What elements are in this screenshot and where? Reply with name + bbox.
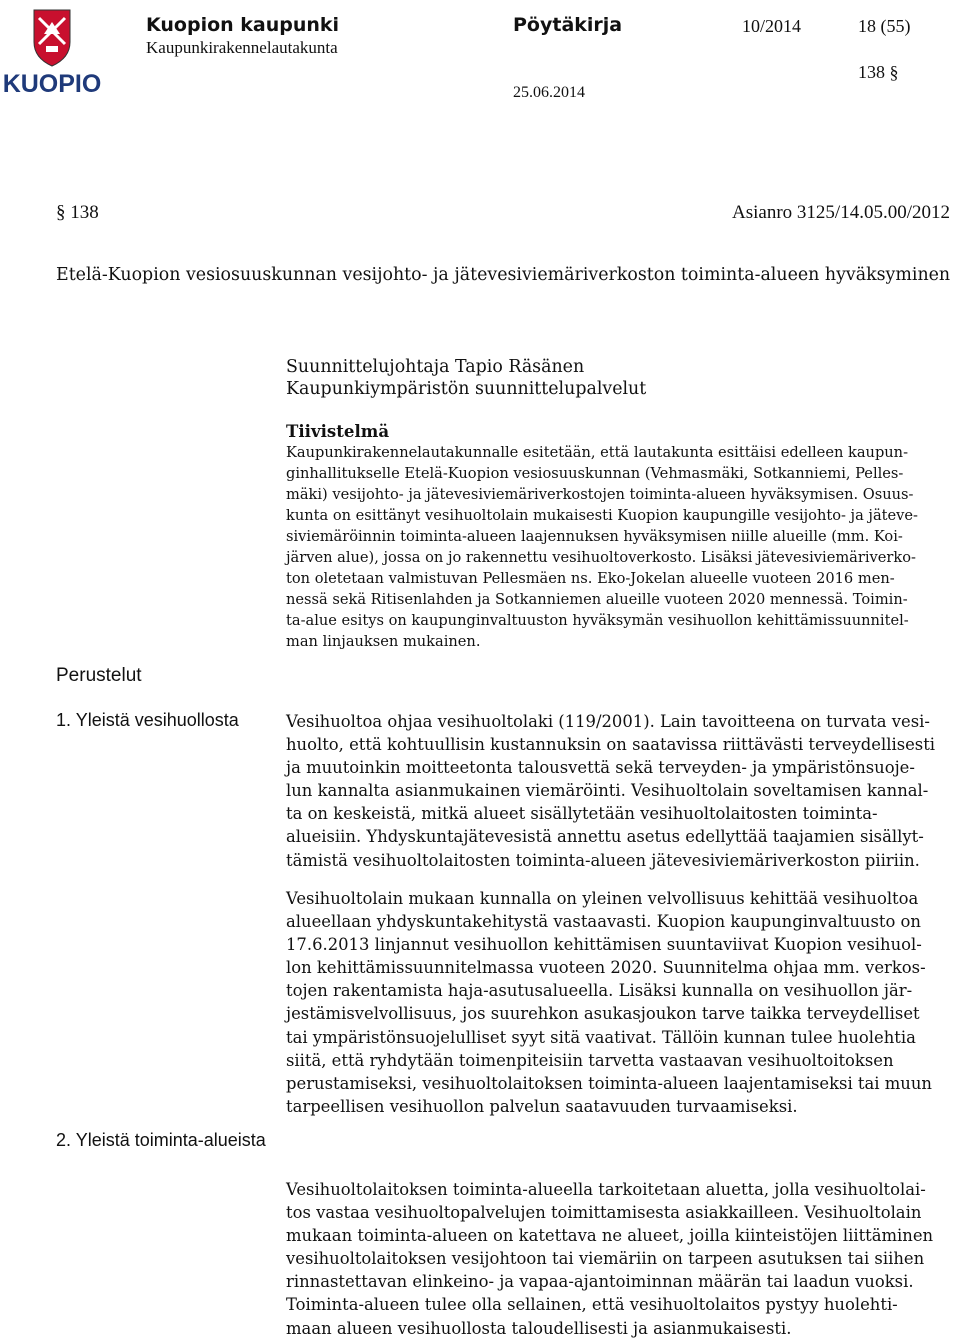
paragraph-line: vesihuoltolaitoksen vesijohtoon tai viemäriin on tarpeen asutuksen tai siihen — [286, 1249, 925, 1269]
kuopio-logo — [2, 4, 102, 96]
paragraph-line: Vesihuoltolaitoksen toiminta-alueella tarkoitetaan aluetta, jolla vesihuoltolai- — [286, 1180, 926, 1199]
page-number: 18 (55) — [858, 16, 911, 36]
paragraph-line: Vesihuoltoa ohjaa vesihuoltolaki (119/2001). Lain tavoitteena on turvata vesi- — [286, 712, 930, 731]
paragraph-line: alueellaan yhdyskuntakehitystä vastaavasti. Kuopion kaupunginvaltuusto on — [286, 912, 921, 932]
summary-line: kunta on esittänyt vesihuoltolain mukaisesti Kuopion kaupungille vesijohto- ja jäteve- — [286, 507, 918, 524]
summary-line: siviemäröinnin toiminta-alueen laajennuksen hyväksymisen niille alueille (mm. Koi- — [286, 528, 903, 545]
logo-wordmark: KUOPIO — [2, 70, 102, 96]
paragraph-line: ja muutoinkin moitteetonta talousvettä sekä terveyden- ja ympäristönsuoje- — [286, 758, 915, 778]
paragraph-line: jestämisvelvollisuus, jos suurehkon asukasjoukon tarve taikka terveydelliset — [286, 1004, 920, 1024]
paragraph-line: maan alueen vesihuollosta taloudellisesti ja asianmukaisesti. — [286, 1318, 792, 1338]
paragraph-line: lun kannalta asianmukainen viemäröinti. Vesihuoltolain soveltamisen kannal- — [286, 781, 929, 801]
paragraph-line: mukaan toiminta-alueen on katettava ne alueet, joilla kiinteistöjen liittäminen — [286, 1226, 934, 1246]
paragraph-line: tai ympäristönsuojelulliset syyt sitä vaativat. Tällöin kunnan tulee huolehtia — [286, 1027, 916, 1047]
presenter-unit: Kaupunkiympäristön suunnittelupalvelut — [286, 379, 647, 399]
paragraph-line: perustamiseksi, vesihuoltolaitoksen toiminta-alueen laajentamiseksi tai muun — [286, 1073, 932, 1093]
summary-line: ginhallitukselle Etelä-Kuopion vesiosuuskunnan (Vehmasmäki, Sotkanniemi, Pelles- — [286, 465, 904, 482]
reasons-heading: Perustelut — [56, 665, 142, 686]
paragraph-line: Vesihuoltolain mukaan kunnalla on yleinen velvollisuus kehittää vesihuoltoa — [286, 889, 919, 908]
presenter-name: Suunnittelujohtaja Tapio Räsänen — [286, 357, 585, 377]
paragraph-line: Toiminta-alueen tulee olla sellainen, että vesihuoltolaitos pystyy huolehti- — [286, 1295, 898, 1315]
paragraph-line: tos vastaa vesihuoltopalvelujen toimittamisesta asiakkailleen. Vesihuoltolain — [286, 1203, 922, 1223]
paragraph-line: lon kehittämissuunnitelmassa vuoteen 2020. Suunnitelma ohjaa mm. verkos- — [286, 958, 926, 978]
document-type: Pöytäkirja — [513, 14, 623, 36]
matter-title: Etelä-Kuopion vesiosuuskunnan vesijohto- ja jätevesiviemäriverkoston toiminta-alueen hyväksyminen — [56, 265, 951, 285]
header-section: 138 § — [858, 62, 899, 82]
summary-line: mäki) vesijohto- ja jätevesiviemäriverkostojen toiminta-alueen hyväksymisen. Osuus- — [286, 486, 914, 503]
subheading-2: 2. Yleistä toiminta-alueista — [56, 1130, 266, 1150]
paragraph-line: siitä, että ryhdytään toimenpiteisiin tarvetta vastaavan vesihuoltoitoksen — [286, 1050, 894, 1070]
presenter-block — [286, 356, 646, 400]
paragraph-line: tojen rakentamista haja-asutusalueella. Lisäksi kunnalla on vesihuollon jär- — [286, 981, 913, 1001]
department-name: Kaupunkirakennelautakunta — [146, 38, 338, 57]
paragraph-line: huolto, että kohtuullisin kustannuksin on saatavissa riittävästi terveydellisesti — [286, 735, 936, 755]
organization-name: Kuopion kaupunki — [146, 14, 340, 36]
paragraph-line: alueisiin. Yhdyskuntajätevesistä annettu asetus edellyttää taajamien sisällyt- — [286, 827, 924, 847]
summary-line: nessä sekä Ritisenlahden ja Sotkanniemen alueille vuoteen 2020 mennessä. Toimin- — [286, 591, 908, 608]
subheading-1: 1. Yleistä vesihuollosta — [56, 710, 239, 730]
summary-text — [286, 442, 956, 652]
summary-line: man linjauksen mukainen. — [286, 633, 481, 650]
paragraph-1 — [286, 710, 958, 872]
paragraph-line: rinnastettavan elinkeino- ja vapaa-ajantoiminnan määrän tai laadun vuoksi. — [286, 1272, 914, 1292]
summary-heading: Tiivistelmä — [286, 421, 390, 441]
paragraph-line: tarpeellisen vesihuollon palvelun saatavuuden turvaamiseksi. — [286, 1096, 798, 1116]
paragraph-2 — [286, 887, 958, 1118]
summary-line: Kaupunkirakennelautakunnalle esitetään, että lautakunta esittäisi edelleen kaupun- — [286, 444, 909, 461]
case-number: Asianro 3125/14.05.00/2012 — [732, 202, 950, 223]
paragraph-line: tämistä vesihuoltolaitosten toiminta-alueen jätevesiviemäriverkoston piiriin. — [286, 850, 920, 870]
paragraph-line: 17.6.2013 linjannut vesihuollon kehittämisen suuntaviivat Kuopion vesihuol- — [286, 935, 922, 955]
section-number: § 138 — [56, 202, 99, 223]
issue-number: 10/2014 — [742, 16, 802, 36]
summary-line: järven alue), jossa on jo rakennettu vesihuoltoverkosto. Lisäksi jätevesiviemäriverko- — [286, 549, 916, 566]
meeting-date: 25.06.2014 — [513, 84, 585, 101]
coat-of-arms-icon — [2, 4, 102, 96]
summary-line: ta-alue esitys on kaupunginvaltuuston hyväksymän vesihuollon kehittämissuunnitel- — [286, 612, 909, 629]
paragraph-3 — [286, 1178, 958, 1340]
summary-line: ton oletetaan valmistuvan Pellesmäen ns. Eko-Jokelan alueelle vuoteen 2016 men- — [286, 570, 895, 587]
paragraph-line: ta on keskeistä, mitkä alueet sisällytetään vesihuoltolaitosten toiminta- — [286, 804, 878, 824]
